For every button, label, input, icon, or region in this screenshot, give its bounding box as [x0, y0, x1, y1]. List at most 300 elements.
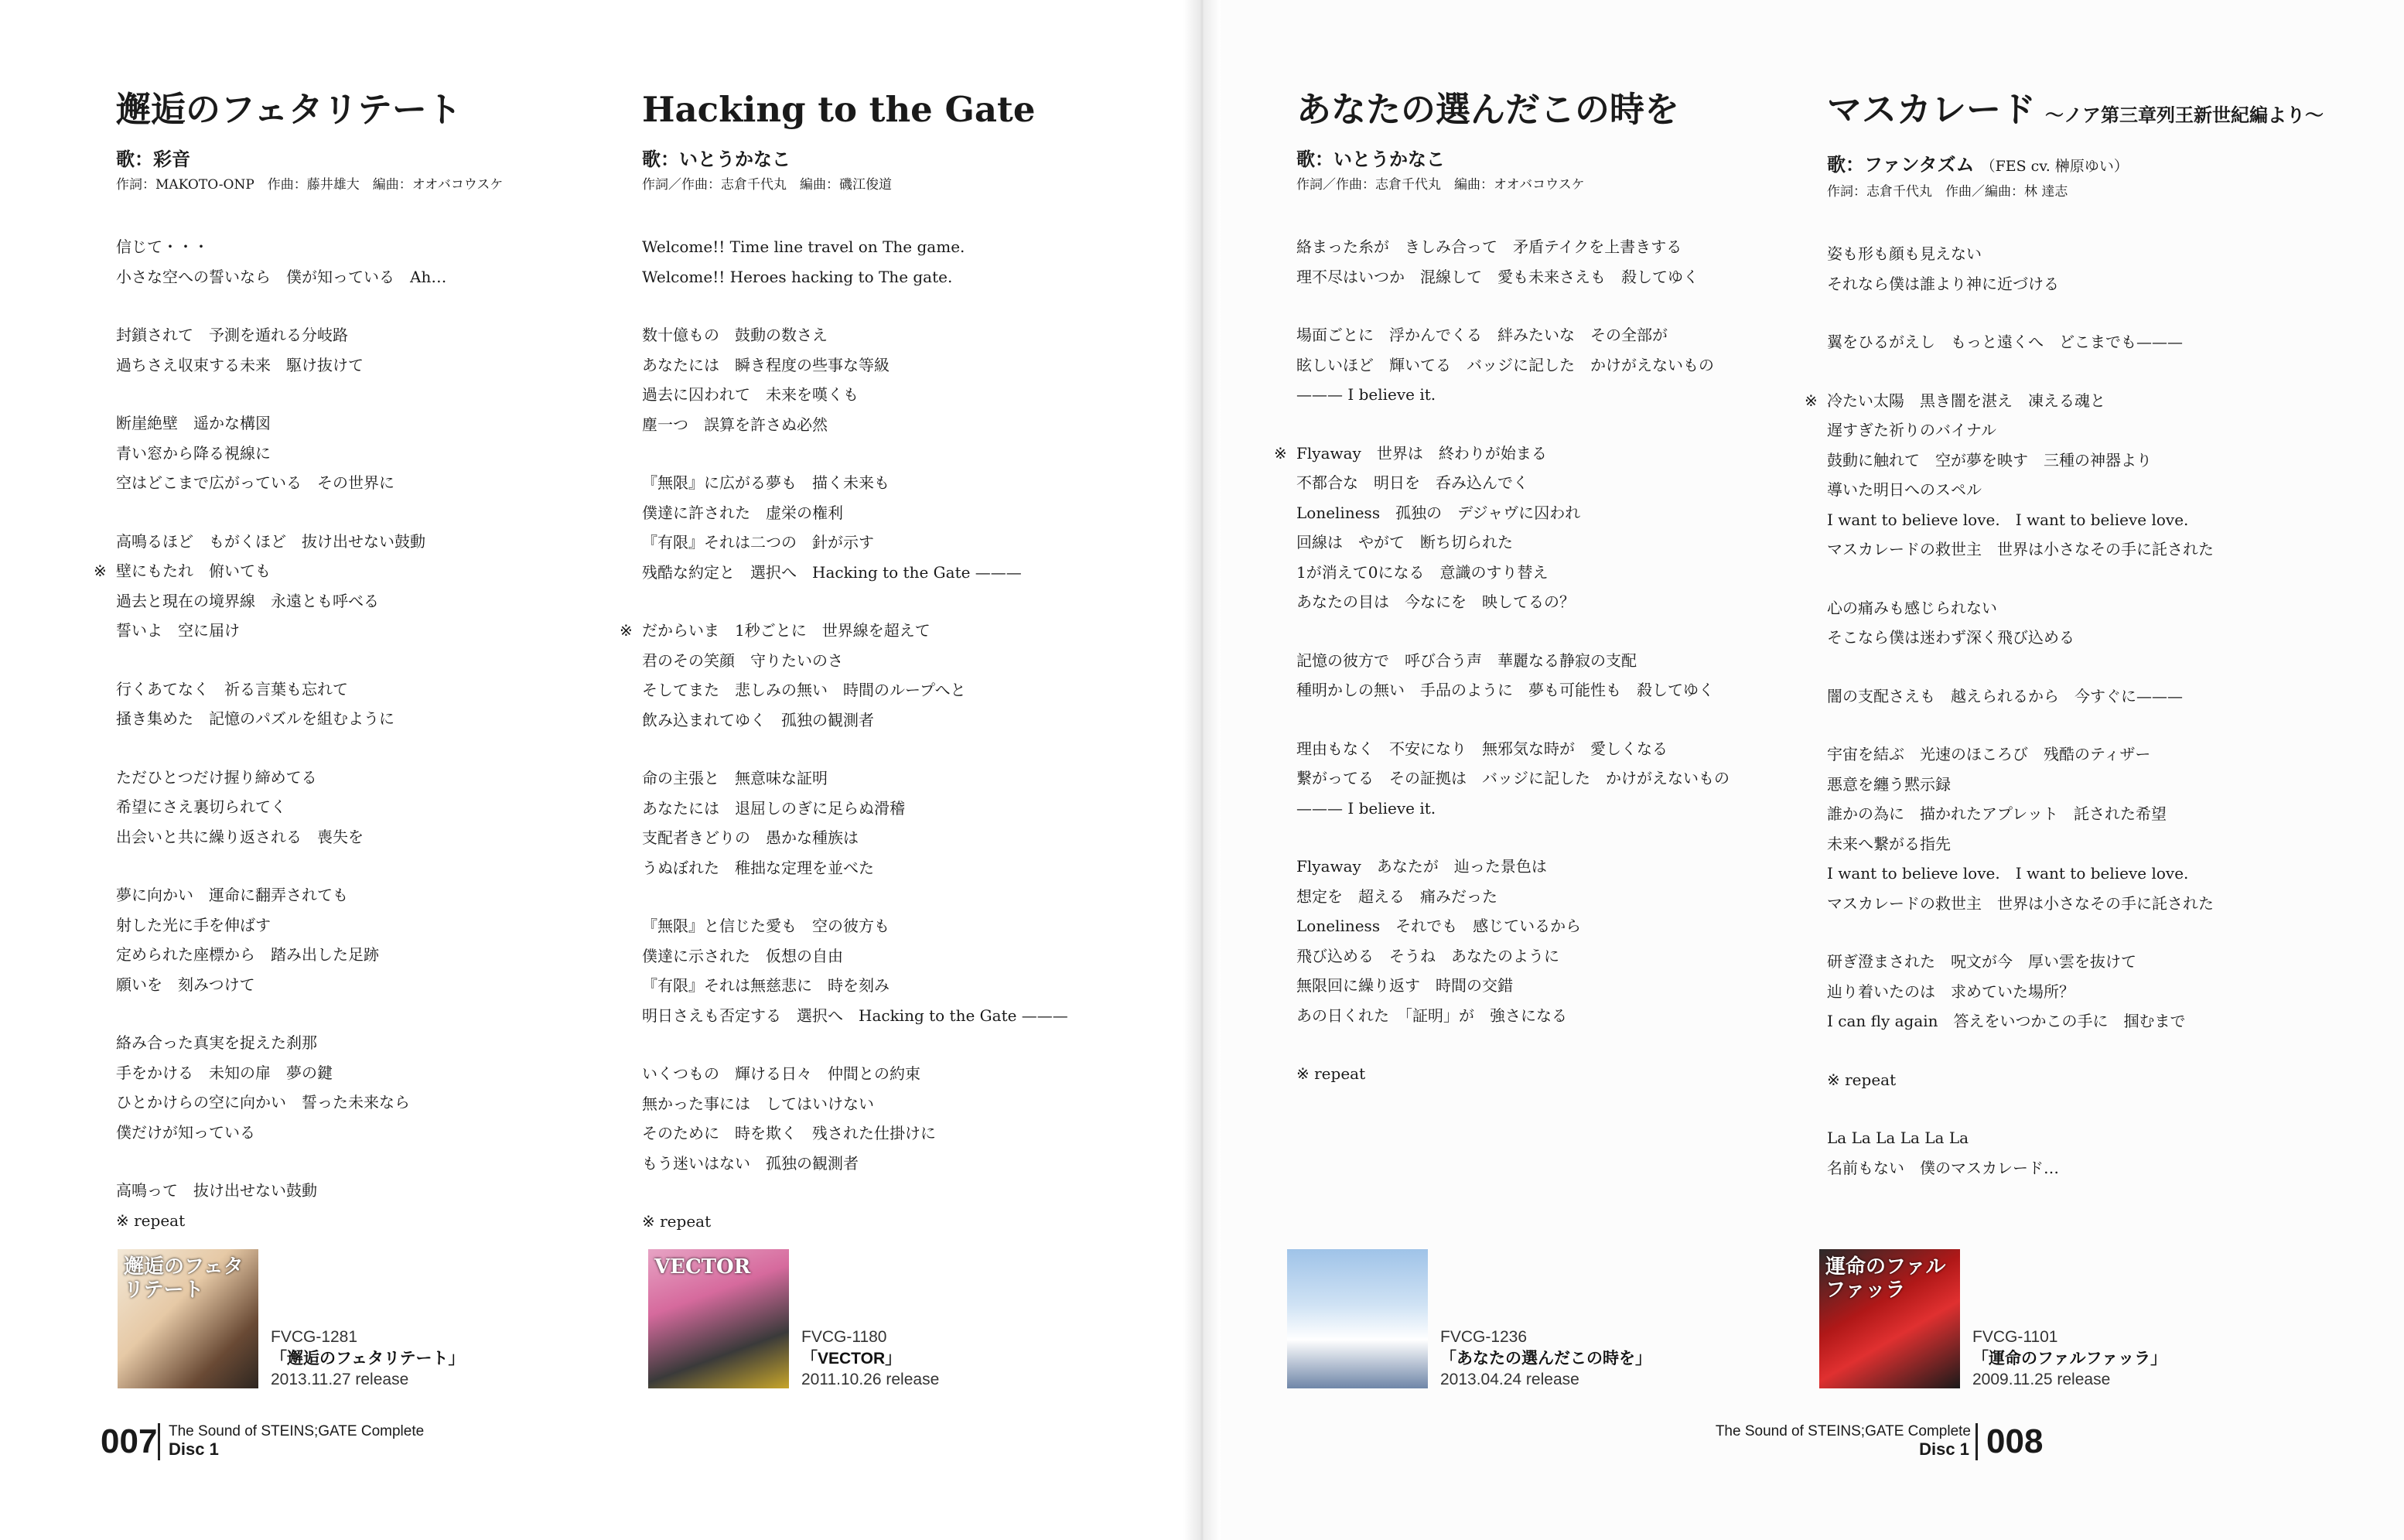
lyric-text: 願いを 刻みつけて [116, 975, 255, 994]
lyric-text: 手をかける 未知の扉 夢の鍵 [116, 1063, 333, 1082]
lyric-line [116, 616, 611, 646]
lyric-text: 僕達に許された 虚栄の権利 [642, 503, 843, 522]
disc-title: 「あなたの選んだこの時を」 [1440, 1350, 1651, 1368]
lyric-line [1827, 623, 2322, 653]
lyric-line [116, 674, 611, 705]
lyric-line [1827, 446, 2322, 476]
lyric-line [116, 792, 611, 822]
lyrics [1805, 239, 2322, 1183]
lyric-line [1296, 971, 1791, 1001]
lyric-text: 小さな空への誓いなら 僕が知っている Ah… [116, 267, 447, 286]
footer-divider [158, 1423, 160, 1460]
song-singer [116, 147, 611, 172]
lyric-line [1827, 593, 2322, 623]
lyric-stanza [642, 232, 1137, 292]
lyric-text: うぬぼれた 稚拙な定理を並べた [642, 858, 874, 877]
lyric-line [116, 232, 611, 262]
lyric-line [1296, 320, 1791, 350]
song-hacking-to-the-gate [620, 84, 1137, 1265]
song-credits: 作詞：志倉千代丸 作曲／編曲：林 達志 [1827, 184, 2068, 200]
lyric-line [1827, 475, 2322, 505]
lyric-text: 出会いと共に繰り返される 喪失を [116, 827, 364, 846]
lyric-line [116, 1028, 611, 1058]
lyric-stanza [116, 1176, 611, 1235]
lyric-line [642, 1059, 1137, 1089]
lyric-line [1296, 380, 1791, 410]
lyric-line [642, 558, 1137, 588]
lyric-line [1296, 528, 1791, 558]
lyric-line [1827, 327, 2322, 357]
lyric-line [116, 320, 611, 350]
lyric-line [116, 880, 611, 910]
release-date: 2011.10.26 release [801, 1371, 940, 1388]
singer-text: 歌：いとうかなこ [642, 148, 791, 170]
lyric-stanza [116, 408, 611, 498]
lyric-text: 辿り着いたのは 求めていた場所？ [1827, 982, 2074, 1001]
lyric-line [642, 971, 1137, 1001]
song-title-text: Hacking to the Gate [642, 89, 1036, 130]
lyric-stanza [1827, 1065, 2322, 1095]
song-anata-no-eranda [1274, 84, 1791, 1118]
footer-disc: Disc 1 [169, 1439, 219, 1459]
lyric-stanza [1296, 232, 1791, 292]
lyric-text: 翼をひるがえし もっと遠くへ どこまでも——— [1827, 333, 2183, 351]
lyric-text: いくつもの 輝ける日々 仲間との約束 [642, 1064, 920, 1083]
disc-anata-no-eranda [1287, 1249, 1782, 1392]
lyric-text: 冷たい太陽 黒き闇を湛え 凍える魂と [1827, 391, 2105, 410]
lyric-text: Welcome!! Time line travel on The game. [642, 237, 965, 256]
song-title [116, 84, 611, 136]
release-date: 2013.11.27 release [271, 1371, 409, 1388]
lyric-text: 明日さえも否定する 選択へ Hacking to the Gate ——— [642, 1006, 1068, 1025]
lyric-text: ——— I believe it. [1296, 385, 1436, 404]
lyric-text: 繋がってる その証拠は バッジに記した かけがえないもの [1296, 769, 1730, 787]
lyric-line [1296, 1059, 1791, 1089]
lyric-line [642, 675, 1137, 705]
lyric-line [642, 941, 1137, 971]
lyric-text: 無かった事には してはいけない [642, 1094, 874, 1113]
disc-info [801, 1327, 939, 1390]
lyric-stanza [1827, 681, 2322, 712]
lyric-line [1296, 558, 1791, 588]
lyric-line [116, 408, 611, 439]
catalog-number: FVCG-1281 [271, 1328, 358, 1346]
album-cover-lettering: 邂逅のフェタリテート [124, 1255, 244, 1302]
lyric-line [1827, 859, 2322, 889]
chorus-mark: ※ [1274, 443, 1287, 463]
lyric-line [116, 1206, 611, 1236]
lyric-text: 眩しいほど 輝いてる バッジに記した かけがえないもの [1296, 355, 1714, 374]
lyric-stanza [1827, 239, 2322, 299]
song-title [642, 84, 1137, 136]
disc-info [1972, 1327, 2167, 1390]
song-title-text: 邂逅のフェタリテート [116, 89, 462, 130]
song-credits: 作詞：MAKOTO-ONP 作曲：藤井雄大 編曲：オオバコウスケ [116, 177, 504, 193]
lyric-text: 姿も形も顔も見えない [1827, 244, 1982, 263]
lyric-text: I can fly again 答えをいつかこの手に 掴むまで [1827, 1012, 2186, 1030]
footer-disc: Disc 1 [1919, 1439, 1969, 1459]
lyric-text: 過ちさえ収束する未来 駆け抜けて [116, 355, 364, 374]
song-title-text: あなたの選んだこの時を [1296, 89, 1680, 130]
lyric-text: 遅すぎた祈りのバイナル [1827, 421, 1996, 439]
lyric-line [642, 646, 1137, 676]
lyric-text: 1が消えて0になる 意識のすり替え [1296, 562, 1549, 582]
lyric-line [642, 1089, 1137, 1119]
lyric-text: 飛び込める そうね あなたのように [1296, 946, 1559, 965]
lyric-text: 高鳴るほど もがくほど 抜け出せない鼓動 [116, 531, 425, 551]
lyric-text: La La La La La La [1827, 1129, 1969, 1147]
lyric-stanza [94, 527, 611, 646]
lyric-line [642, 262, 1137, 292]
lyric-text: 君のその笑顔 守りたいのさ [642, 650, 843, 670]
lyric-line [1296, 941, 1791, 971]
lyric-text: 理不尽はいつか 混線して 愛も未来さえも 殺してゆく [1296, 267, 1699, 286]
lyric-stanza [1827, 739, 2322, 918]
lyric-line [1296, 232, 1791, 262]
album-cover [118, 1249, 258, 1388]
lyric-stanza [642, 1207, 1137, 1237]
lyrics [1274, 232, 1791, 1089]
lyric-text: 数十億もの 鼓動の数さえ [642, 326, 828, 344]
lyric-stanza [1296, 646, 1791, 705]
lyric-text: Flyaway 世界は 終わりが始まる [1296, 443, 1547, 463]
release-date: 2013.04.24 release [1440, 1371, 1579, 1388]
lyric-line [94, 556, 611, 586]
lyric-text: 悪意を纏う黙示録 [1827, 774, 1951, 794]
disc-fetalitate [118, 1249, 613, 1392]
lyric-line [1296, 911, 1791, 941]
lyric-stanza [642, 320, 1137, 439]
song-credits: 作詞／作曲：志倉千代丸 編曲：磯江俊道 [642, 177, 892, 193]
lyric-text: 飲み込まれてゆく 孤独の観測者 [642, 710, 874, 729]
lyric-line [1296, 646, 1791, 676]
lyric-line [116, 468, 611, 498]
lyric-text: あの日くれた 「証明」が 強さになる [1296, 1006, 1567, 1025]
lyric-text: ※ repeat [642, 1212, 712, 1231]
lyric-text: ※ repeat [1296, 1064, 1366, 1083]
lyric-text: Loneliness それでも 感じているから [1296, 917, 1582, 935]
lyric-stanza [116, 674, 611, 734]
singer-text: 歌：ファンタズム [1827, 153, 1975, 176]
lyric-line [1296, 468, 1791, 498]
lyric-line [1827, 269, 2322, 299]
lyric-line [642, 468, 1137, 498]
lyric-stanza [116, 320, 611, 380]
lyric-text: 青い窓から降る視線に [116, 443, 271, 463]
lyric-text: 希望にさえ裏切られてく [116, 797, 286, 816]
lyric-line [1827, 1065, 2322, 1095]
disc-title: 「運命のファルファッラ」 [1972, 1350, 2167, 1368]
lyric-line [642, 410, 1137, 440]
disc-title: 「邂逅のフェタリテート」 [271, 1350, 465, 1368]
lyric-text: 射した光に手を伸ばす [116, 915, 271, 934]
lyric-text: そしてまた 悲しみの無い 時間のループへと [642, 681, 966, 699]
lyric-text: 壁にもたれ 俯いても [116, 562, 271, 580]
lyric-text: 名前もない 僕のマスカレード… [1827, 1158, 2059, 1177]
lyric-text: 種明かしの無い 手品のように 夢も可能性も 殺してゆく [1296, 681, 1714, 699]
lyric-text: 『有限』それは二つの 針が示す [642, 533, 874, 551]
lyric-line [1296, 587, 1791, 617]
lyric-text: 行くあてなく 祈る言葉も忘れて [116, 679, 348, 698]
lyric-line [116, 1176, 611, 1206]
lyric-text: 過去に囚われて 未来を嘆くも [642, 385, 859, 404]
lyric-text: 心の痛みも感じられない [1827, 598, 1997, 617]
lyric-text: 導いた明日へのスペル [1827, 480, 1982, 499]
lyric-text: 不都合な 明日を 呑み込んでく [1296, 473, 1528, 492]
lyric-line [116, 704, 611, 734]
lyric-text: 塵一つ 誤算を許さぬ必然 [642, 415, 828, 434]
lyric-line [1296, 675, 1791, 705]
lyric-text: ※ repeat [1827, 1070, 1897, 1089]
singer-text: 歌：彩音 [116, 148, 190, 170]
lyric-line [116, 763, 611, 793]
lyric-line [116, 822, 611, 852]
lyric-line [116, 262, 611, 292]
lyric-text: 闇の支配さえも 越えられるから 今すぐに——— [1827, 686, 2183, 705]
lyric-text: 絡み合った真実を捉えた刹那 [116, 1033, 317, 1052]
lyric-line [642, 705, 1137, 736]
lyric-text: 支配者きどりの 愚かな種族は [642, 828, 859, 847]
album-cover-lettering: 運命のファルファッラ [1825, 1255, 1946, 1302]
lyric-text: 記憶の彼方で 呼び合う声 華麗なる静寂の支配 [1296, 650, 1637, 670]
lyric-text: 高鳴って 抜け出せない鼓動 [116, 1181, 317, 1200]
catalog-number: FVCG-1180 [801, 1328, 887, 1346]
song-title [1296, 84, 1791, 136]
lyric-line [1296, 262, 1791, 292]
lyric-text: あなたの目は 今なにを 映してるの？ [1296, 592, 1575, 611]
release-date: 2009.11.25 release [1972, 1371, 2111, 1388]
lyric-stanza [116, 1028, 611, 1147]
lyric-line [116, 439, 611, 469]
lyric-text: 空はどこまで広がっている その世界に [116, 473, 394, 492]
lyric-line [116, 350, 611, 381]
disc-fulfalla [1819, 1249, 2314, 1392]
lyric-line [1827, 1153, 2322, 1183]
footer-divider [1975, 1423, 1978, 1460]
lyric-line [1296, 882, 1791, 912]
lyric-line [116, 1058, 611, 1088]
chorus-mark: ※ [620, 621, 633, 640]
disc-title: 「VECTOR」 [801, 1350, 902, 1368]
song-singer [1296, 147, 1791, 172]
lyric-text: ただひとつだけ握り締めてる [116, 767, 317, 787]
album-cover [1287, 1249, 1428, 1388]
lyric-line [1296, 734, 1791, 764]
lyric-line [1827, 1006, 2322, 1036]
lyric-text: 残酷な約定と 選択へ Hacking to the Gate ——— [642, 562, 1022, 582]
lyric-line [642, 794, 1137, 824]
lyric-stanza [642, 911, 1137, 1030]
lyric-line [1274, 439, 1791, 469]
lyric-text: Loneliness 孤独の デジャヴに囚われ [1296, 503, 1581, 522]
chorus-mark: ※ [1805, 391, 1818, 410]
lyric-line [642, 320, 1137, 350]
lyric-line [642, 498, 1137, 528]
lyric-text: だからいま 1秒ごとに 世界線を超えて [642, 621, 931, 640]
lyric-stanza [1805, 386, 2322, 565]
lyric-line [1827, 799, 2322, 829]
lyric-text: 命の主張と 無意味な証明 [642, 769, 828, 787]
album-cover-lettering: VECTOR [654, 1255, 751, 1279]
page-number: 007 [101, 1422, 158, 1460]
lyric-line [1827, 534, 2322, 565]
lyric-stanza [1827, 593, 2322, 653]
lyric-text: それなら僕は誰より神に近づける [1827, 274, 2059, 293]
song-subtitle: ～ノア第三章列王新世紀編より～ [2045, 104, 2324, 126]
book-gutter [1183, 0, 1221, 1540]
footer-series: The Sound of STEINS;GATE Complete [169, 1423, 425, 1439]
lyric-text: あなたには 瞬き程度の些事な等級 [642, 355, 890, 374]
lyric-line [1827, 889, 2322, 919]
lyric-stanza [116, 232, 611, 292]
lyric-text: 場面ごとに 浮かんでくる 絆みたいな その全部が [1296, 326, 1668, 344]
lyric-stanza [642, 1059, 1137, 1178]
chorus-mark: ※ [94, 562, 107, 580]
catalog-number: FVCG-1101 [1972, 1328, 2058, 1346]
lyric-line [642, 380, 1137, 410]
lyric-line [116, 1118, 611, 1148]
lyric-text: Welcome!! Heroes hacking to The gate. [642, 267, 953, 286]
singer-note: （FES cv. 榊原ゆい） [1980, 158, 2129, 175]
lyric-line [642, 528, 1137, 558]
lyric-line [1296, 1001, 1791, 1031]
lyric-text: 無限回に繰り返す 時間の交錯 [1296, 976, 1513, 995]
lyric-line [642, 911, 1137, 941]
lyric-stanza [642, 763, 1137, 883]
lyric-line [642, 232, 1137, 262]
lyric-stanza [1827, 327, 2322, 357]
lyric-text: 封鎖されて 予測を遁れる分岐路 [116, 326, 348, 344]
lyric-stanza [1296, 852, 1791, 1030]
lyric-line [1827, 947, 2322, 977]
lyric-line [1296, 763, 1791, 794]
lyric-text: 研ぎ澄まされた 呪文が今 厚い雲を抜けて [1827, 952, 2136, 971]
lyric-line [642, 1001, 1137, 1031]
lyric-stanza [116, 880, 611, 999]
footer-series: The Sound of STEINS;GATE Complete [1715, 1423, 1971, 1439]
lyric-stanza [642, 468, 1137, 587]
lyric-line [1805, 386, 2322, 416]
lyric-text: あなたには 退屈しのぎに足らぬ滑稽 [642, 798, 905, 818]
lyric-line [1827, 829, 2322, 859]
lyric-line [1827, 977, 2322, 1007]
lyric-line [642, 1118, 1137, 1149]
lyric-line [1827, 681, 2322, 712]
page-number: 008 [1986, 1422, 2044, 1460]
lyric-line [1296, 794, 1791, 824]
lyric-stanza [1296, 1059, 1791, 1089]
lyric-line [642, 763, 1137, 794]
lyric-text: 回線は やがて 断ち切られた [1296, 533, 1513, 551]
lyric-stanza [1296, 734, 1791, 824]
album-cover [648, 1249, 789, 1388]
lyric-stanza [1827, 1123, 2322, 1183]
lyric-line [1827, 415, 2322, 446]
lyric-line [1827, 739, 2322, 770]
lyric-text: 断崖絶壁 遥かな構図 [116, 414, 271, 432]
lyric-text: 想定を 超える 痛みだった [1296, 886, 1497, 906]
lyric-text: 未来へ繋がる指先 [1827, 834, 1951, 853]
song-fetalitate [94, 84, 611, 1264]
lyric-text: 定められた座標から 踏み出した足跡 [116, 945, 379, 964]
lyric-line [620, 616, 1137, 646]
lyric-line [642, 1149, 1137, 1179]
lyric-stanza [1827, 947, 2322, 1036]
lyric-stanza [620, 616, 1137, 735]
lyric-stanza [1274, 439, 1791, 617]
album-cover [1819, 1249, 1960, 1388]
lyric-stanza [1296, 320, 1791, 410]
song-title [1827, 84, 2322, 142]
lyric-text: ひとかけらの空に向かい 誓った未来なら [116, 1093, 410, 1111]
lyric-line [1827, 1123, 2322, 1153]
song-masquerade [1805, 84, 2324, 1211]
lyric-line [1296, 498, 1791, 528]
lyric-line [116, 1088, 611, 1118]
lyric-text: ※ repeat [116, 1210, 186, 1230]
lyric-text: 掻き集めた 記憶のパズルを組むように [116, 709, 394, 728]
lyric-text: もう迷いはない 孤独の観測者 [642, 1153, 859, 1173]
lyric-text: 宇宙を結ぶ 光速のほころび 残酷のティザー [1827, 745, 2151, 763]
lyric-line [642, 1207, 1137, 1237]
lyric-text: 僕達に示された 仮想の自由 [642, 946, 843, 965]
lyric-text: 理由もなく 不安になり 無邪気な時が 愛しくなる [1296, 739, 1668, 758]
lyric-text: そこなら僕は迷わず深く飛び込める [1827, 628, 2074, 647]
lyric-text: 絡まった糸が きしみ合って 矛盾テイクを上書きする [1296, 237, 1682, 256]
lyric-text: ——— I believe it. [1296, 798, 1436, 818]
lyric-text: I want to believe love. I want to believe love. [1827, 510, 2189, 529]
lyric-text: 鼓動に触れて 空が夢を映す 三種の神器より [1827, 450, 2152, 470]
singer-text: 歌：いとうかなこ [1296, 148, 1445, 170]
lyric-line [1827, 239, 2322, 269]
lyric-text: Flyaway あなたが 辿った景色は [1296, 857, 1547, 876]
lyric-text: マスカレードの救世主 世界は小さなその手に託された [1827, 893, 2214, 913]
lyric-text: I want to believe love. I want to believe love. [1827, 864, 2189, 883]
lyric-text: 『無限』に広がる夢も 描く未来も [642, 473, 890, 492]
lyric-text: 『有限』それは無慈悲に 時を刻み [642, 976, 890, 995]
lyric-text: マスカレードの救世主 世界は小さなその手に託された [1827, 540, 2214, 558]
lyric-line [116, 586, 611, 616]
lyric-text: 信じて・・・ [116, 237, 209, 256]
lyric-text: 過去と現在の境界線 永遠とも呼べる [116, 591, 379, 610]
lyric-text: 『無限』と信じた愛も 空の彼方も [642, 917, 890, 935]
lyric-line [116, 527, 611, 557]
lyric-line [642, 350, 1137, 381]
disc-vector [648, 1249, 1143, 1392]
lyric-line [1827, 505, 2322, 535]
song-title-text: マスカレード [1827, 89, 2037, 130]
catalog-number: FVCG-1236 [1440, 1328, 1528, 1346]
lyric-line [642, 853, 1137, 883]
lyric-text: 誓いよ 空に届け [116, 621, 240, 640]
lyric-line [116, 940, 611, 970]
lyrics [620, 232, 1137, 1237]
lyric-text: そのために 時を欺く 残された仕掛けに [642, 1124, 936, 1142]
lyric-line [1827, 770, 2322, 800]
lyric-line [116, 970, 611, 1000]
lyric-text: 僕だけが知っている [116, 1122, 255, 1142]
lyrics [94, 232, 611, 1235]
lyric-line [642, 823, 1137, 853]
disc-info [1440, 1327, 1651, 1390]
lyric-line [116, 910, 611, 941]
lyric-text: 夢に向かい 運命に翻弄されても [116, 886, 348, 904]
lyric-stanza [116, 763, 611, 852]
lyric-line [1296, 852, 1791, 882]
song-singer [642, 147, 1137, 172]
song-singer [1827, 152, 2322, 179]
disc-info [271, 1327, 465, 1390]
